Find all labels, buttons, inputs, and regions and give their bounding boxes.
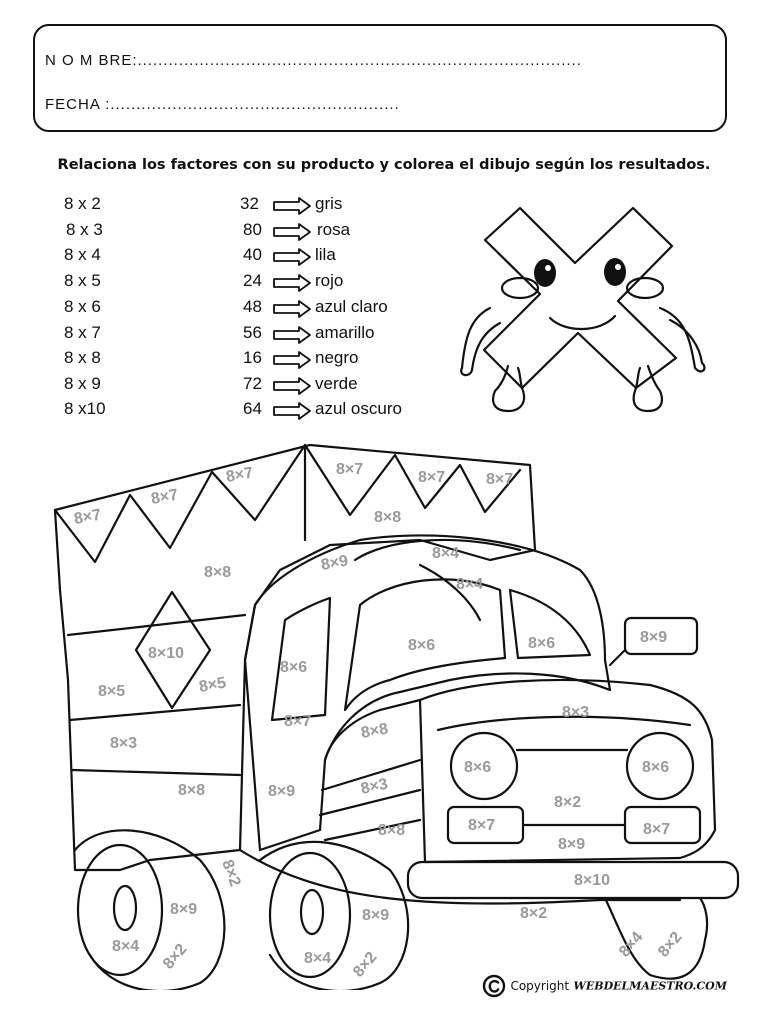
legend-color: amarillo	[315, 323, 375, 342]
truck-label: 8×8	[374, 509, 402, 526]
truck-label: 8×4	[456, 576, 484, 593]
legend-color: rosa	[317, 220, 351, 239]
truck-label: 8×2	[350, 948, 381, 981]
truck-label: 8×6	[408, 637, 436, 654]
truck-label: 8×8	[378, 822, 406, 839]
arrow-right-icon	[272, 300, 312, 318]
instruction-text: Relaciona los factores con su producto y colorea el dibujo según los resultados.	[57, 157, 711, 173]
truck-label: 8×4	[112, 938, 140, 955]
truck-label: 8×9	[640, 629, 668, 646]
mascot-left-eye	[534, 259, 556, 287]
factor-item: 8 x 5	[64, 271, 101, 290]
factor-item: 8 x 7	[64, 323, 101, 342]
legend-product: 56	[243, 323, 262, 342]
truck-label: 8×9	[362, 907, 390, 924]
truck-label: 8×2	[554, 794, 582, 811]
factor-item: 8 x 2	[64, 194, 101, 213]
legend-product: 48	[243, 297, 262, 316]
truck-label: 8×8	[204, 564, 232, 581]
truck-label: 8×7	[284, 713, 312, 730]
truck-label: 8×9	[558, 836, 586, 853]
arrow-right-icon	[272, 223, 312, 241]
factor-item: 8 x 3	[66, 220, 103, 239]
copyright-icon	[482, 974, 506, 998]
legend-color: azul claro	[315, 297, 388, 316]
truck-coloring-picture	[0, 430, 768, 990]
truck-label: 8×5	[98, 683, 126, 700]
arrow-right-icon	[272, 351, 312, 369]
truck-label: 8×8	[178, 782, 206, 799]
copyright-text: Copyright	[510, 979, 570, 993]
truck-label: 8×3	[359, 775, 390, 798]
mascot-right-eye	[604, 258, 626, 286]
truck-label: 8×7	[336, 461, 364, 478]
factor-item: 8 x 6	[64, 297, 101, 316]
truck-label: 8×4	[616, 928, 647, 961]
legend-color: verde	[315, 374, 358, 393]
multiplication-mascot-illustration	[450, 198, 720, 423]
truck-label: 8×6	[464, 759, 492, 776]
legend-color: azul oscuro	[315, 399, 402, 418]
legend-product: 40	[243, 245, 262, 264]
truck-label: 8×2	[655, 928, 686, 961]
mascot-outline	[461, 208, 704, 411]
truck-label: 8×3	[562, 704, 590, 721]
factor-item: 8 x 4	[64, 245, 101, 264]
truck-label: 8×7	[486, 471, 514, 488]
date-field[interactable]: FECHA :........................................................	[45, 96, 400, 113]
truck-label: 8×2	[520, 905, 548, 922]
arrow-right-icon	[272, 248, 312, 266]
truck-label: 8×6	[528, 635, 556, 652]
legend-color: lila	[315, 245, 336, 264]
truck-label: 8×9	[170, 901, 198, 918]
truck-label: 8×9	[268, 783, 296, 800]
copyright-notice	[482, 974, 727, 1000]
arrow-right-icon	[272, 377, 312, 395]
truck-label: 8×7	[418, 469, 446, 486]
legend-product: 16	[243, 348, 262, 367]
truck-label: 8×6	[280, 659, 308, 676]
arrow-right-icon	[272, 326, 312, 344]
arrow-right-icon	[272, 274, 312, 292]
truck-label: 8×8	[359, 720, 390, 742]
truck-label: 8×3	[110, 735, 138, 752]
truck-label: 8×6	[642, 759, 670, 776]
legend-product: 64	[243, 399, 262, 418]
truck-label: 8×2	[160, 940, 191, 973]
legend-product: 72	[243, 374, 262, 393]
student-info-box	[33, 24, 727, 132]
arrow-right-icon	[272, 402, 312, 420]
legend-color: negro	[315, 348, 359, 367]
truck-label: 8×7	[224, 464, 255, 486]
truck-label: 8×10	[574, 872, 611, 889]
arrow-right-icon	[272, 197, 312, 215]
legend-product: 80	[243, 220, 262, 239]
truck-label: 8×9	[319, 552, 350, 574]
factor-item: 8 x10	[64, 399, 106, 418]
truck-label: 8×7	[643, 821, 671, 838]
truck-label: 8×7	[468, 817, 496, 834]
name-field[interactable]: N O M BRE:......................................................................................	[45, 52, 582, 69]
truck-label: 8×2	[218, 857, 244, 889]
legend-product: 24	[243, 271, 262, 290]
truck-label: 8×4	[304, 950, 332, 967]
factor-item: 8 x 9	[64, 374, 101, 393]
truck-outline	[55, 445, 738, 990]
truck-label: 8×7	[149, 486, 180, 508]
legend-color: gris	[315, 194, 343, 213]
legend-color: rojo	[315, 271, 344, 290]
legend-product: 32	[240, 194, 259, 213]
truck-label: 8×10	[148, 645, 185, 662]
truck-label: 8×7	[72, 506, 103, 528]
truck-label: 8×5	[197, 674, 228, 696]
factor-item: 8 x 8	[64, 348, 101, 367]
copyright-site[interactable]: WEBDELMAESTRO.COM	[573, 979, 727, 993]
truck-label: 8×4	[432, 545, 460, 562]
